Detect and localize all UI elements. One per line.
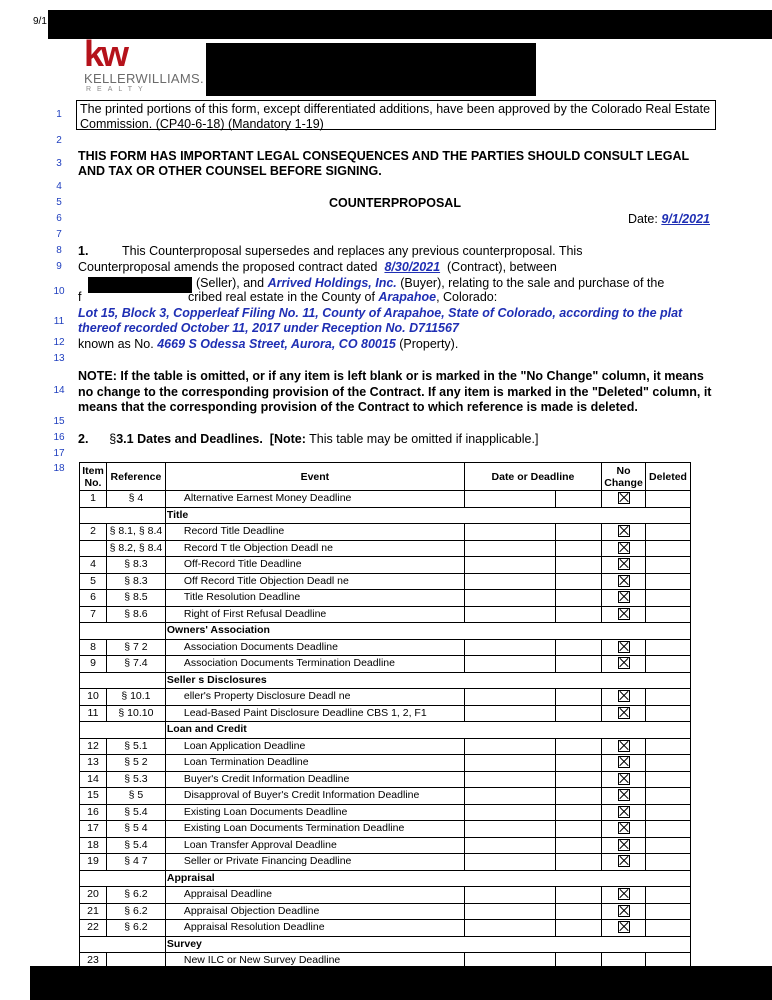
reference-cell: § 6.2 bbox=[106, 887, 165, 904]
no-change-cell[interactable] bbox=[602, 557, 646, 574]
no-change-cell[interactable] bbox=[602, 953, 646, 970]
line-number: 9 bbox=[56, 261, 62, 272]
checked-box-icon[interactable] bbox=[618, 822, 630, 834]
line-number: 16 bbox=[53, 432, 65, 443]
deleted-cell[interactable] bbox=[646, 821, 691, 838]
item-no-cell: 10 bbox=[80, 689, 107, 706]
deleted-cell[interactable] bbox=[646, 920, 691, 937]
date-extra-cell[interactable] bbox=[555, 540, 601, 557]
date-extra-cell[interactable] bbox=[555, 903, 601, 920]
item-no-cell: 12 bbox=[80, 738, 107, 755]
deleted-cell[interactable] bbox=[646, 491, 691, 508]
deleted-cell[interactable] bbox=[646, 540, 691, 557]
item-no-cell: 18 bbox=[80, 837, 107, 854]
event-cell: Buyer's Credit Information Deadline bbox=[165, 771, 464, 788]
event-cell: Off Record Title Objection Deadl ne bbox=[165, 573, 464, 590]
date-cell[interactable] bbox=[464, 606, 555, 623]
table-row bbox=[80, 590, 691, 607]
item-no-cell: 15 bbox=[80, 788, 107, 805]
reference-cell: § 5 2 bbox=[106, 755, 165, 772]
line-number: 4 bbox=[56, 181, 62, 192]
date-cell[interactable] bbox=[464, 788, 555, 805]
section-blank-cell bbox=[80, 623, 166, 640]
checked-box-icon[interactable] bbox=[618, 740, 630, 752]
contract-date: 8/30/2021 bbox=[384, 260, 441, 274]
reference-cell: § 5 bbox=[106, 788, 165, 805]
no-change-cell[interactable] bbox=[602, 606, 646, 623]
section-2-title: 3.1 Dates and Deadlines. bbox=[116, 432, 263, 446]
deleted-cell[interactable] bbox=[646, 755, 691, 772]
deleted-cell[interactable] bbox=[646, 689, 691, 706]
event-cell: Association Documents Deadline bbox=[165, 639, 464, 656]
event-cell: Seller or Private Financing Deadline bbox=[165, 854, 464, 871]
line-number: 15 bbox=[53, 416, 65, 427]
date-cell[interactable] bbox=[464, 639, 555, 656]
property-label: (Property). bbox=[399, 337, 459, 351]
event-cell: Appraisal Deadline bbox=[165, 887, 464, 904]
event-cell: New ILC or New Survey Deadline bbox=[165, 953, 464, 970]
property-address: 4669 S Odessa Street, Aurora, CO 80015 bbox=[157, 337, 396, 351]
date-cell[interactable] bbox=[464, 705, 555, 722]
item-no-cell: 2 bbox=[80, 524, 107, 541]
table-section-row bbox=[80, 870, 691, 887]
redaction-bar-top bbox=[48, 10, 772, 39]
event-cell: Existing Loan Documents Termination Deadline bbox=[165, 821, 464, 838]
reference-cell: § 5.4 bbox=[106, 804, 165, 821]
item-no-cell: 16 bbox=[80, 804, 107, 821]
section-blank-cell bbox=[80, 870, 166, 887]
table-row bbox=[80, 573, 691, 590]
reference-cell: § 8.2, § 8.4 bbox=[106, 540, 165, 557]
no-change-cell[interactable] bbox=[602, 540, 646, 557]
date-cell[interactable] bbox=[464, 771, 555, 788]
line-number: 12 bbox=[53, 337, 65, 348]
kw-logo-mark: kw bbox=[84, 33, 127, 74]
known-as-label: known as No. bbox=[78, 337, 154, 351]
checked-box-icon[interactable] bbox=[618, 756, 630, 768]
date-extra-cell[interactable] bbox=[555, 573, 601, 590]
table-row bbox=[80, 656, 691, 673]
contract-label: (Contract), between bbox=[447, 260, 557, 274]
checked-box-icon[interactable] bbox=[618, 641, 630, 653]
property-address-line bbox=[78, 337, 458, 351]
table-row bbox=[80, 705, 691, 722]
item-no-cell: 7 bbox=[80, 606, 107, 623]
date-cell[interactable] bbox=[464, 837, 555, 854]
no-change-cell[interactable] bbox=[602, 903, 646, 920]
table-row bbox=[80, 771, 691, 788]
deleted-cell[interactable] bbox=[646, 639, 691, 656]
date-extra-cell[interactable] bbox=[555, 771, 601, 788]
table-section-label: Title bbox=[165, 507, 690, 524]
item-no-cell: 14 bbox=[80, 771, 107, 788]
table-section-row bbox=[80, 722, 691, 739]
line-number: 17 bbox=[53, 448, 65, 459]
redaction-seller bbox=[88, 277, 192, 293]
reference-cell: § 10.1 bbox=[106, 689, 165, 706]
section-blank-cell bbox=[80, 722, 166, 739]
checked-box-icon[interactable] bbox=[618, 492, 630, 504]
no-change-cell[interactable] bbox=[602, 689, 646, 706]
date-cell[interactable] bbox=[464, 540, 555, 557]
line-number: 7 bbox=[56, 229, 62, 240]
section-2-heading bbox=[78, 432, 538, 446]
date-extra-cell[interactable] bbox=[555, 755, 601, 772]
table-section-label: Seller s Disclosures bbox=[165, 672, 690, 689]
page-title: COUNTERPROPOSAL bbox=[329, 196, 461, 210]
event-cell: Record T tle Objection Deadl ne bbox=[165, 540, 464, 557]
table-section-row bbox=[80, 507, 691, 524]
table-row bbox=[80, 854, 691, 871]
deleted-cell[interactable] bbox=[646, 606, 691, 623]
table-row bbox=[80, 804, 691, 821]
deleted-cell[interactable] bbox=[646, 656, 691, 673]
table-row bbox=[80, 738, 691, 755]
date-cell[interactable] bbox=[464, 887, 555, 904]
table-row bbox=[80, 491, 691, 508]
section-blank-cell bbox=[80, 936, 166, 953]
section-2-number: 2. bbox=[78, 432, 89, 446]
section-1-f: f bbox=[78, 290, 82, 304]
dates-deadlines-table bbox=[79, 462, 691, 970]
item-no-cell: 20 bbox=[80, 887, 107, 904]
item-no-cell: 23 bbox=[80, 953, 107, 970]
kw-logo-name: KELLERWILLIAMS. bbox=[84, 71, 204, 86]
line-number: 3 bbox=[56, 158, 62, 169]
reference-cell: § 8.5 bbox=[106, 590, 165, 607]
table-row bbox=[80, 837, 691, 854]
table-section-row bbox=[80, 623, 691, 640]
line-number: 18 bbox=[53, 463, 65, 474]
date-cell[interactable] bbox=[464, 656, 555, 673]
table-section-row bbox=[80, 936, 691, 953]
checked-box-icon[interactable] bbox=[618, 591, 630, 603]
no-change-cell[interactable] bbox=[602, 573, 646, 590]
event-cell: Loan Transfer Approval Deadline bbox=[165, 837, 464, 854]
date-extra-cell[interactable] bbox=[555, 606, 601, 623]
deleted-cell[interactable] bbox=[646, 771, 691, 788]
line-number: 2 bbox=[56, 135, 62, 146]
redaction-header-block bbox=[206, 43, 536, 96]
reference-cell: § 5.3 bbox=[106, 771, 165, 788]
header-deleted: Deleted bbox=[646, 463, 691, 491]
date-extra-cell[interactable] bbox=[555, 837, 601, 854]
date-line bbox=[628, 212, 710, 226]
header-item-no: Item No. bbox=[80, 463, 107, 491]
item-no-cell: 11 bbox=[80, 705, 107, 722]
reference-cell: § 8.3 bbox=[106, 557, 165, 574]
date-extra-cell[interactable] bbox=[555, 524, 601, 541]
date-extra-cell[interactable] bbox=[555, 689, 601, 706]
date-cell[interactable] bbox=[464, 755, 555, 772]
checked-box-icon[interactable] bbox=[618, 921, 630, 933]
checked-box-icon[interactable] bbox=[618, 806, 630, 818]
table-section-label: Loan and Credit bbox=[165, 722, 690, 739]
checked-box-icon[interactable] bbox=[618, 855, 630, 867]
event-cell: Off-Record Title Deadline bbox=[165, 557, 464, 574]
section-2-note: This table may be omitted if inapplicable.] bbox=[309, 432, 539, 446]
event-cell: Loan Termination Deadline bbox=[165, 755, 464, 772]
table-row bbox=[80, 755, 691, 772]
section-blank-cell bbox=[80, 507, 166, 524]
event-cell: eller's Property Disclosure Deadl ne bbox=[165, 689, 464, 706]
table-note: NOTE: If the table is omitted, or if any item is left blank or is marked in the "No Change" column, it means no change to the corresponding provision of the Contract. If any item is marked in the "Deleted" column, it means that the corresponding provision of the Contract to which reference is made is deleted. bbox=[78, 369, 712, 414]
date-extra-cell[interactable] bbox=[555, 804, 601, 821]
table-row bbox=[80, 788, 691, 805]
item-no-cell: 13 bbox=[80, 755, 107, 772]
checked-box-icon[interactable] bbox=[618, 773, 630, 785]
no-change-cell[interactable] bbox=[602, 837, 646, 854]
deleted-cell[interactable] bbox=[646, 903, 691, 920]
deleted-cell[interactable] bbox=[646, 953, 691, 970]
deleted-cell[interactable] bbox=[646, 788, 691, 805]
event-cell: Existing Loan Documents Deadline bbox=[165, 804, 464, 821]
header-event: Event bbox=[165, 463, 464, 491]
reference-cell: § 5.4 bbox=[106, 837, 165, 854]
reference-cell: § 10.10 bbox=[106, 705, 165, 722]
checked-box-icon[interactable] bbox=[618, 575, 630, 587]
no-change-cell[interactable] bbox=[602, 524, 646, 541]
no-change-cell[interactable] bbox=[602, 738, 646, 755]
date-cell[interactable] bbox=[464, 903, 555, 920]
date-extra-cell[interactable] bbox=[555, 557, 601, 574]
section-1-number: 1. bbox=[78, 244, 89, 258]
table-row bbox=[80, 821, 691, 838]
event-cell: Loan Application Deadline bbox=[165, 738, 464, 755]
checked-box-icon[interactable] bbox=[618, 707, 630, 719]
item-no-cell: 4 bbox=[80, 557, 107, 574]
no-change-cell[interactable] bbox=[602, 821, 646, 838]
deleted-cell[interactable] bbox=[646, 590, 691, 607]
line-number: 5 bbox=[56, 197, 62, 208]
line-number: 6 bbox=[56, 213, 62, 224]
table-section-label: Survey bbox=[165, 936, 690, 953]
no-change-cell[interactable] bbox=[602, 590, 646, 607]
date-extra-cell[interactable] bbox=[555, 920, 601, 937]
event-cell: Appraisal Resolution Deadline bbox=[165, 920, 464, 937]
section-2-note-label: [Note: bbox=[269, 432, 306, 446]
item-no-cell: 22 bbox=[80, 920, 107, 937]
item-no-cell: 9 bbox=[80, 656, 107, 673]
no-change-cell[interactable] bbox=[602, 771, 646, 788]
reference-cell: § 6.2 bbox=[106, 920, 165, 937]
no-change-cell[interactable] bbox=[602, 705, 646, 722]
table-row bbox=[80, 953, 691, 970]
line-number: 11 bbox=[53, 316, 65, 327]
date-extra-cell[interactable] bbox=[555, 639, 601, 656]
approval-notice: The printed portions of this form, except differentiated additions, have been approved by the Colorado Real Estate Commission. (CP40-6-18) (Mandatory 1-19) bbox=[76, 100, 716, 130]
no-change-cell[interactable] bbox=[602, 788, 646, 805]
kw-logo-sub: REALTY bbox=[86, 86, 149, 93]
line-number: 14 bbox=[53, 385, 65, 396]
redaction-bar-bottom bbox=[30, 966, 772, 1000]
date-cell[interactable] bbox=[464, 491, 555, 508]
date-cell[interactable] bbox=[464, 854, 555, 871]
reference-cell: § 5 4 bbox=[106, 821, 165, 838]
checked-box-icon[interactable] bbox=[618, 789, 630, 801]
table-row bbox=[80, 606, 691, 623]
date-extra-cell[interactable] bbox=[555, 705, 601, 722]
reference-cell bbox=[106, 953, 165, 970]
item-no-cell: 1 bbox=[80, 491, 107, 508]
header-no-change: No Change bbox=[602, 463, 646, 491]
deleted-cell[interactable] bbox=[646, 738, 691, 755]
checked-box-icon[interactable] bbox=[618, 558, 630, 570]
reference-cell: § 8.6 bbox=[106, 606, 165, 623]
date-value: 9/1/2021 bbox=[661, 212, 710, 226]
item-no-cell: 19 bbox=[80, 854, 107, 871]
date-cell[interactable] bbox=[464, 590, 555, 607]
event-cell: Association Documents Termination Deadline bbox=[165, 656, 464, 673]
reference-cell: § 5.1 bbox=[106, 738, 165, 755]
date-cell[interactable] bbox=[464, 689, 555, 706]
reference-cell: § 8.1, § 8.4 bbox=[106, 524, 165, 541]
reference-cell: § 7 2 bbox=[106, 639, 165, 656]
table-section-row bbox=[80, 672, 691, 689]
date-extra-cell[interactable] bbox=[555, 887, 601, 904]
section-symbol: § bbox=[109, 432, 117, 446]
buyer-label: (Buyer), relating to the sale and purchase of the bbox=[400, 276, 665, 290]
table-row bbox=[80, 639, 691, 656]
event-cell: Lead-Based Paint Disclosure Deadline CBS 1, 2, F1 bbox=[165, 705, 464, 722]
section-blank-cell bbox=[80, 672, 166, 689]
checked-box-icon[interactable] bbox=[618, 690, 630, 702]
table-row bbox=[80, 903, 691, 920]
corner-date: 9/1 bbox=[33, 16, 47, 27]
no-change-cell[interactable] bbox=[602, 920, 646, 937]
deleted-cell[interactable] bbox=[646, 854, 691, 871]
reference-cell: § 8.3 bbox=[106, 573, 165, 590]
table-header-row bbox=[80, 463, 691, 491]
checked-box-icon[interactable] bbox=[618, 905, 630, 917]
section-1-line3 bbox=[196, 276, 664, 290]
date-cell[interactable] bbox=[464, 804, 555, 821]
date-extra-cell[interactable] bbox=[555, 491, 601, 508]
date-cell[interactable] bbox=[464, 953, 555, 970]
table-row bbox=[80, 557, 691, 574]
county-name: Arapahoe bbox=[378, 290, 437, 304]
line-number: 10 bbox=[53, 286, 65, 297]
buyer-name: Arrived Holdings, Inc. bbox=[267, 276, 397, 290]
date-cell[interactable] bbox=[464, 920, 555, 937]
date-cell[interactable] bbox=[464, 821, 555, 838]
date-cell[interactable] bbox=[464, 573, 555, 590]
no-change-cell[interactable] bbox=[602, 656, 646, 673]
deleted-cell[interactable] bbox=[646, 705, 691, 722]
deleted-cell[interactable] bbox=[646, 887, 691, 904]
deleted-cell[interactable] bbox=[646, 557, 691, 574]
section-1-line2 bbox=[78, 260, 557, 274]
line-number: 8 bbox=[56, 245, 62, 256]
legal-warning: THIS FORM HAS IMPORTANT LEGAL CONSEQUENCES AND THE PARTIES SHOULD CONSULT LEGAL AND TAX OR OTHER COUNSEL BEFORE SIGNING. bbox=[78, 149, 689, 178]
date-extra-cell[interactable] bbox=[555, 656, 601, 673]
date-cell[interactable] bbox=[464, 557, 555, 574]
checked-box-icon[interactable] bbox=[618, 542, 630, 554]
no-change-cell[interactable] bbox=[602, 755, 646, 772]
event-cell: Right of First Refusal Deadline bbox=[165, 606, 464, 623]
event-cell: Appraisal Objection Deadline bbox=[165, 903, 464, 920]
county-label: cribed real estate in the County of bbox=[188, 290, 375, 304]
header-reference: Reference bbox=[106, 463, 165, 491]
header-date: Date or Deadline bbox=[464, 463, 601, 491]
event-cell: Record Title Deadline bbox=[165, 524, 464, 541]
date-extra-cell[interactable] bbox=[555, 738, 601, 755]
state-label: , Colorado: bbox=[436, 290, 498, 304]
date-extra-cell[interactable] bbox=[555, 788, 601, 805]
checked-box-icon[interactable] bbox=[618, 888, 630, 900]
table-row bbox=[80, 540, 691, 557]
item-no-cell: 21 bbox=[80, 903, 107, 920]
reference-cell: § 6.2 bbox=[106, 903, 165, 920]
checked-box-icon[interactable] bbox=[618, 608, 630, 620]
item-no-cell bbox=[80, 540, 107, 557]
item-no-cell: 8 bbox=[80, 639, 107, 656]
deleted-cell[interactable] bbox=[646, 573, 691, 590]
no-change-cell[interactable] bbox=[602, 854, 646, 871]
line-number: 13 bbox=[53, 353, 65, 364]
no-change-cell[interactable] bbox=[602, 491, 646, 508]
checked-box-icon[interactable] bbox=[618, 839, 630, 851]
no-change-cell[interactable] bbox=[602, 804, 646, 821]
item-no-cell: 6 bbox=[80, 590, 107, 607]
checked-box-icon[interactable] bbox=[618, 657, 630, 669]
date-cell[interactable] bbox=[464, 524, 555, 541]
item-no-cell: 17 bbox=[80, 821, 107, 838]
item-no-cell: 5 bbox=[80, 573, 107, 590]
no-change-cell[interactable] bbox=[602, 887, 646, 904]
deleted-cell[interactable] bbox=[646, 524, 691, 541]
reference-cell: § 4 bbox=[106, 491, 165, 508]
event-cell: Title Resolution Deadline bbox=[165, 590, 464, 607]
checked-box-icon[interactable] bbox=[618, 525, 630, 537]
table-row bbox=[80, 887, 691, 904]
event-cell: Alternative Earnest Money Deadline bbox=[165, 491, 464, 508]
no-change-cell[interactable] bbox=[602, 639, 646, 656]
table-row bbox=[80, 689, 691, 706]
seller-label: (Seller), and bbox=[196, 276, 265, 290]
date-extra-cell[interactable] bbox=[555, 821, 601, 838]
date-extra-cell[interactable] bbox=[555, 854, 601, 871]
event-cell: Disapproval of Buyer's Credit Information Deadline bbox=[165, 788, 464, 805]
reference-cell: § 7.4 bbox=[106, 656, 165, 673]
legal-description: Lot 15, Block 3, Copperleaf Filing No. 11, County of Arapahoe, State of Colorado, according to the plat thereof recorded October 11, 2017 under Reception No. D711567 bbox=[78, 306, 683, 335]
contract-date-label: Counterproposal amends the proposed contract dated bbox=[78, 260, 378, 274]
table-section-label: Owners' Association bbox=[165, 623, 690, 640]
date-extra-cell[interactable] bbox=[555, 590, 601, 607]
table-row bbox=[80, 524, 691, 541]
date-cell[interactable] bbox=[464, 738, 555, 755]
date-extra-cell[interactable] bbox=[555, 953, 601, 970]
table-row bbox=[80, 920, 691, 937]
date-label: Date: bbox=[627, 212, 658, 226]
section-1-line1: This Counterproposal supersedes and replaces any previous counterproposal. This bbox=[122, 244, 583, 258]
table-section-label: Appraisal bbox=[165, 870, 690, 887]
section-1-line4 bbox=[188, 290, 497, 304]
deleted-cell[interactable] bbox=[646, 804, 691, 821]
line-number: 1 bbox=[56, 109, 62, 120]
deleted-cell[interactable] bbox=[646, 837, 691, 854]
reference-cell: § 4 7 bbox=[106, 854, 165, 871]
